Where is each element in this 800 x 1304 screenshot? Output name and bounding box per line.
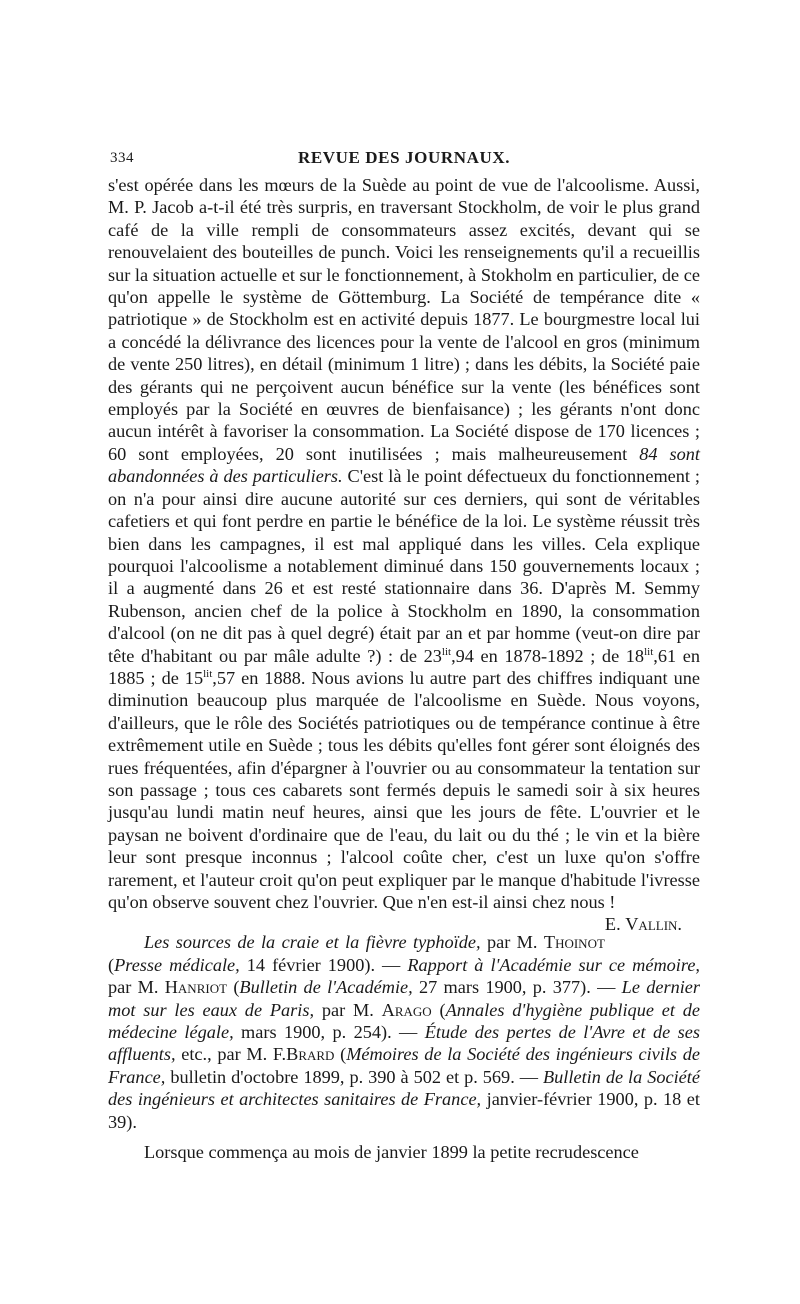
article-paragraph	[108, 174, 700, 935]
signature-initial: E.	[604, 914, 621, 935]
reference-text: etc., par M. F.	[181, 1044, 287, 1065]
reference-text: mars 1900, p. 254). —	[241, 1022, 418, 1043]
reference-title: Bulletin de la Société des ingénieurs et architectes sanitaires de France,	[108, 1066, 700, 1110]
running-title: REVUE DES JOURNAUX.	[297, 148, 511, 167]
reference-text: par M.	[486, 932, 538, 953]
article-text: ,94 en 1878-1892 ; de 18	[451, 645, 645, 666]
reference-title: Étude des pertes de l'Avre et de ses affluents,	[108, 1022, 700, 1065]
unit-superscript: lit	[644, 645, 654, 658]
signature-name: Vallin.	[625, 914, 682, 935]
unit-superscript: lit	[441, 645, 452, 658]
reference-title: Les sources de la craie et la fièvre typhoïde,	[144, 932, 481, 953]
article-emphasis: 84 sont abandonnées à des particuliers.	[108, 443, 700, 487]
reference-source: Presse médicale,	[114, 954, 240, 975]
reference-text: (	[340, 1044, 347, 1065]
reference-text: par M.	[108, 977, 159, 998]
reference-source: Bulletin de l'Académie,	[239, 977, 413, 998]
reference-author: Thoinot	[543, 932, 605, 953]
references-paragraph	[108, 931, 700, 1133]
reference-author: Hanriot	[164, 977, 228, 998]
reference-text: (	[233, 977, 240, 998]
reference-title: Le dernier mot sur les eaux de Paris,	[108, 977, 701, 1020]
unit-superscript: lit	[203, 667, 213, 680]
reference-text: par M.	[321, 999, 374, 1020]
page	[108, 140, 700, 1163]
next-paragraph: Lorsque commença au mois de janvier 1899 la petite recrudescence	[144, 1142, 639, 1163]
article-text: ,61 en 1885 ; de 15	[108, 645, 700, 688]
reference-title: Rapport à l'Académie sur ce mémoire,	[407, 954, 701, 975]
article-text: ,57 en 1888. Nous avions lu autre part des chiffres indiquant une diminution beaucoup plus marquée de l'alcoolisme en Suède. Nous voyons, d'ailleurs, que le rôle des Sociétés patriotiques ou de tempérance continue à être extrêmement utile en Suède ; tous les débits qu'elles font gérer sont éloignés des rues fréquentées, afin d'épargner à l'ouvrier ou au consommateur la tentation sur son passage ; tous ces cabarets sont fermés depuis le samedi soir à six heures jusqu'au lundi matin neuf heures, ainsi que les jours de fête. L'ouvrier et le paysan ne boivent d'ordinaire que de l'eau, du lait ou du thé ; le vin et la bière leur sont presque inconnus ; l'alcool coûte cher, c'est un luxe qu'on s'offre rarement, et l'auteur croit qu'on peut expliquer par le manque d'habitude l'ivresse qu'on observe souvent chez l'ouvrier. Que n'en est-il ainsi chez nous !	[108, 667, 700, 912]
reference-text: bulletin d'octobre 1899, p. 390 à 502 et p. 569. —	[170, 1066, 539, 1087]
reference-text: (	[108, 954, 115, 975]
reference-text: 27 mars 1900, p. 377). —	[419, 977, 616, 998]
reference-text: (	[439, 999, 446, 1020]
running-head	[108, 140, 700, 174]
reference-source: Mémoires de la Société des ingénieurs civils de France,	[108, 1044, 700, 1087]
article-text: s'est opérée dans les mœurs de la Suède au point de vue de l'alcoolisme. Aussi, M. P. Jacob a-t-il été très surpris, en traversant Stockholm, de voir le plus grand café de la ville rempli de consommateurs assez excités, devant qui se renouvelaient des bouteilles de punch. Voici les renseignements qu'il a recueillis sur la situation actuelle et sur le fonctionnement, à Stokholm en particulier, de ce qu'on appelle le système de Göttemburg. La Société de tempérance dite « patriotique » de Stockholm est en activité depuis 1877. Le bourgmestre local lui a concédé la délivrance des licences pour la vente de l'alcool en gros (minimum de vente 250 litres), en détail (minimum 1 litre) ; dans les débits, la Société paie des gérants qui ne perçoivent aucun bénéfice sur la vente (les bénéfices sont employés par la Société en œuvres de bienfaisance) ; les gérants n'ont donc aucun intérêt à favoriser la consommation. La Société dispose de 170 licences ; 60 sont employées, 20 sont inutilisées ; mais malheureusement	[108, 175, 700, 464]
article-text: C'est là le point défectueux du fonctionnement ; on n'a pour ainsi dire aucune autorité sur ces derniers, qui sont de véritables cafetiers et qui font perdre en partie le bénéfice de la loi. Le système réussit très bien dans les campagnes, il est mal appliqué dans les villes. Cela explique pourquoi l'alcoolisme a notablement diminué dans 150 gouvernements locaux ; il a augmenté dans 26 et est resté stationnaire dans 36. D'après M. Semmy Rubenson, ancien chef de la police à Stockholm en 1890, la consommation d'alcool (on ne dit pas à quel degré) était par an et par homme (veut-on dire par tête d'habitant ou par mâle adulte ?) : de 23	[108, 466, 700, 666]
signature	[605, 913, 682, 935]
reference-text: 14 février 1900). —	[246, 954, 401, 975]
reference-text: janvier-février 1900, p. 18 et 39).	[108, 1089, 700, 1132]
reference-source: Annales d'hygiène publique et de médecine légale,	[108, 999, 701, 1043]
page-number: 334	[110, 150, 134, 166]
reference-author: Brard	[286, 1044, 335, 1065]
reference-author: Arago	[381, 999, 432, 1020]
